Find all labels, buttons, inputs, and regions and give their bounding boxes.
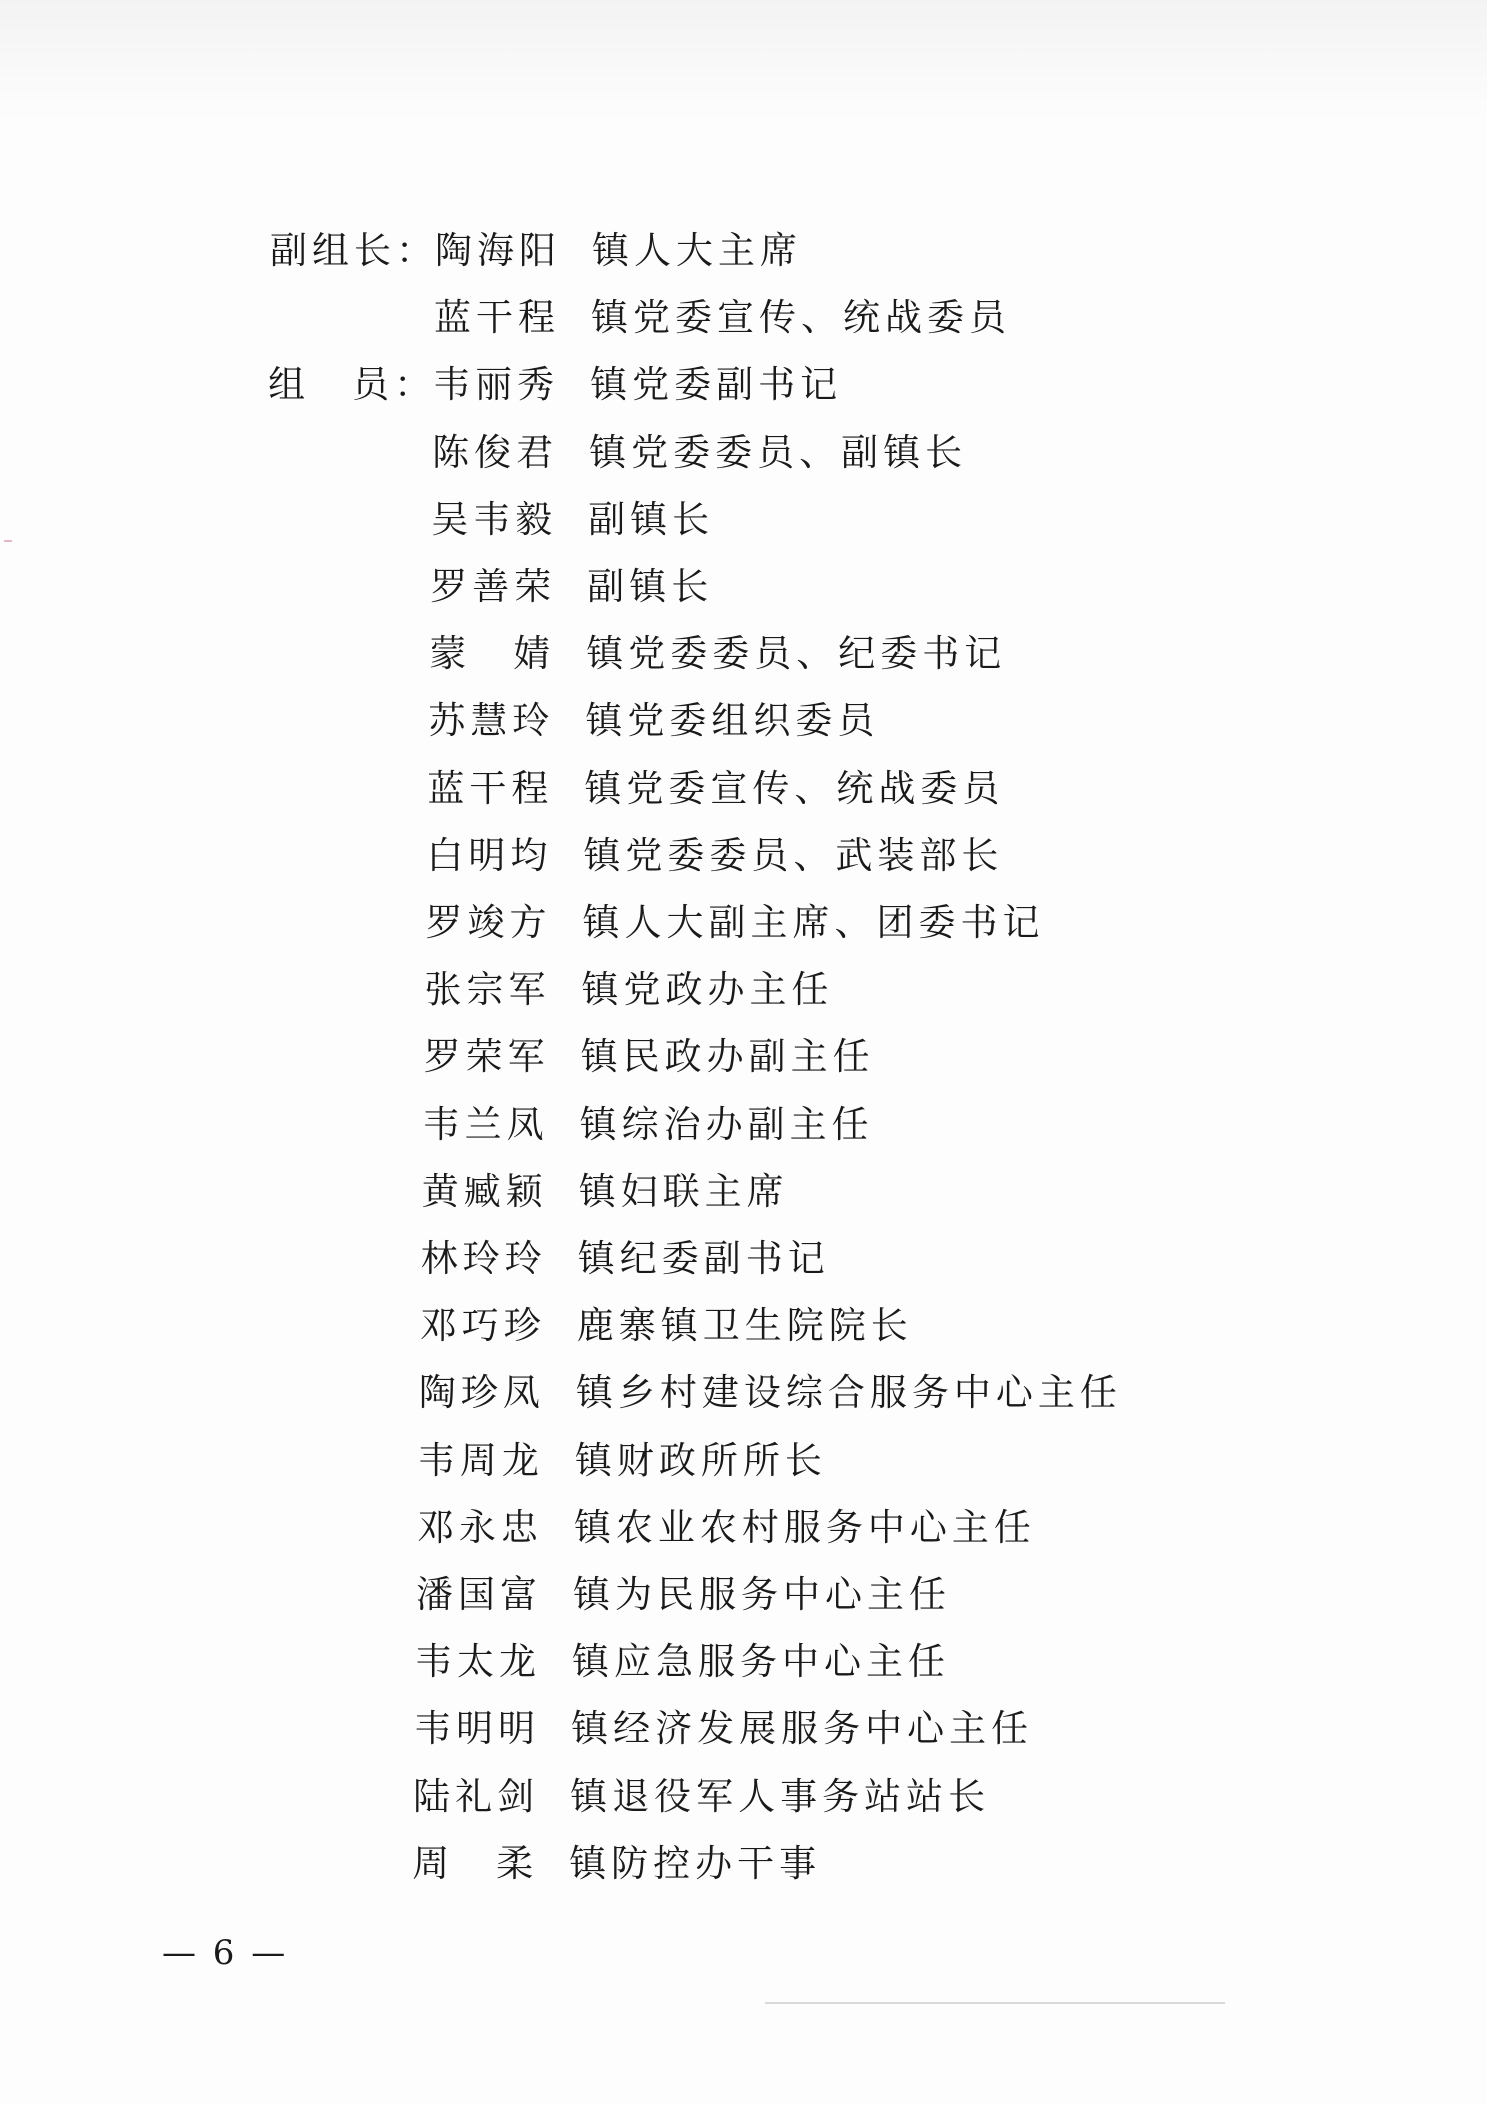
roster-name: 蒙 婧	[429, 632, 556, 676]
roster-name: 邓永忠	[416, 1505, 543, 1549]
scan-shading	[0, 0, 1487, 120]
roster-row	[269, 285, 1369, 351]
roster-name: 罗善荣	[430, 565, 557, 608]
roster-row	[258, 1092, 1358, 1158]
roster-title: 镇党委副书记	[590, 363, 843, 407]
roster-title: 镇党委宣传、统战委员	[584, 766, 1005, 810]
roster-name: 黄臧颖	[421, 1169, 548, 1213]
roster-role: 副组长：	[270, 229, 438, 272]
roster-row	[250, 1629, 1350, 1695]
roster-name: 周 柔	[412, 1841, 539, 1885]
roster-row	[263, 688, 1363, 754]
roster-title: 镇党政办主任	[581, 968, 834, 1012]
roster-name: 韦丽秀	[433, 363, 560, 407]
roster-title: 镇妇联主席	[578, 1169, 789, 1213]
roster-name: 潘国富	[416, 1573, 542, 1616]
roster-title: 副镇长	[587, 565, 714, 608]
roster-title: 镇为民服务中心主任	[573, 1573, 951, 1616]
roster-name: 苏慧玲	[428, 699, 555, 743]
roster-row	[267, 420, 1367, 486]
roster-name: 陆礼剑	[413, 1774, 540, 1818]
roster-title: 镇农业农村服务中心主任	[573, 1505, 1036, 1549]
roster-title: 镇人大主席	[592, 229, 802, 272]
roster-name: 林玲玲	[420, 1237, 547, 1280]
roster-row	[260, 957, 1360, 1023]
roster-title: 镇乡村建设综合服务中心主任	[575, 1371, 1122, 1415]
roster-role: 组 员：	[268, 363, 437, 407]
roster-row	[256, 1226, 1356, 1292]
roster-name: 邓巧珍	[419, 1304, 546, 1348]
roster-title: 副镇长	[588, 497, 715, 541]
roster-name: 韦周龙	[417, 1438, 544, 1482]
roster-row	[268, 352, 1368, 418]
roster-name: 韦太龙	[415, 1640, 542, 1684]
scan-artifact-left-tick	[4, 540, 12, 542]
roster-name: 白明均	[426, 833, 553, 877]
roster-title: 镇综治办副主任	[579, 1102, 874, 1146]
roster-title: 镇党委委员、武装部长	[583, 833, 1004, 877]
roster-title: 镇党委委员、纪委书记	[586, 632, 1007, 676]
roster-row	[247, 1831, 1347, 1897]
roster-name: 陶海阳	[435, 229, 561, 272]
roster-title: 镇财政所所长	[574, 1438, 827, 1482]
roster-name: 罗竣方	[425, 901, 552, 944]
roster-name: 张宗军	[424, 968, 551, 1012]
roster-title: 镇党委委员、副镇长	[589, 430, 968, 474]
roster-title: 鹿寨镇卫生院院长	[576, 1304, 913, 1348]
roster-row	[254, 1360, 1354, 1426]
scan-artifact-bottom-line	[765, 2002, 1225, 2004]
roster-name: 罗荣军	[423, 1035, 550, 1079]
roster-title: 镇民政办副主任	[580, 1035, 875, 1079]
roster-row	[252, 1495, 1352, 1561]
roster-title: 镇纪委副书记	[577, 1237, 830, 1280]
roster-name: 吴韦毅	[431, 497, 558, 541]
roster-row	[259, 1024, 1359, 1090]
roster-title: 镇防控办干事	[569, 1841, 822, 1885]
roster-row	[255, 1293, 1355, 1359]
roster-row	[253, 1428, 1353, 1494]
roster-title: 镇党委组织委员	[585, 699, 880, 743]
roster-row	[251, 1562, 1351, 1628]
roster-name: 韦明明	[414, 1707, 541, 1751]
roster-row	[261, 823, 1361, 889]
roster-title: 镇退役军人事务站站长	[570, 1774, 991, 1818]
roster-row	[265, 554, 1365, 620]
roster-name: 陶珍凤	[418, 1371, 545, 1415]
roster-row	[262, 756, 1362, 822]
roster-name: 蓝干程	[434, 296, 561, 340]
page-number: — 6 —	[162, 1933, 289, 1973]
roster-row	[264, 621, 1364, 687]
roster-title: 镇党委宣传、统战委员	[591, 296, 1012, 340]
roster-name: 陈俊君	[432, 430, 559, 474]
roster-row	[261, 890, 1361, 956]
roster-title: 镇经济发展服务中心主任	[571, 1707, 1034, 1751]
roster-name: 蓝干程	[427, 766, 554, 810]
roster-name: 韦兰凤	[422, 1102, 549, 1146]
roster-row	[257, 1159, 1357, 1225]
roster-title: 镇人大副主席、团委书记	[582, 901, 1045, 944]
roster-title: 镇应急服务中心主任	[572, 1640, 951, 1684]
roster-row	[248, 1764, 1348, 1830]
roster-row	[266, 487, 1366, 553]
roster-row	[249, 1696, 1349, 1762]
roster-row	[270, 218, 1370, 284]
